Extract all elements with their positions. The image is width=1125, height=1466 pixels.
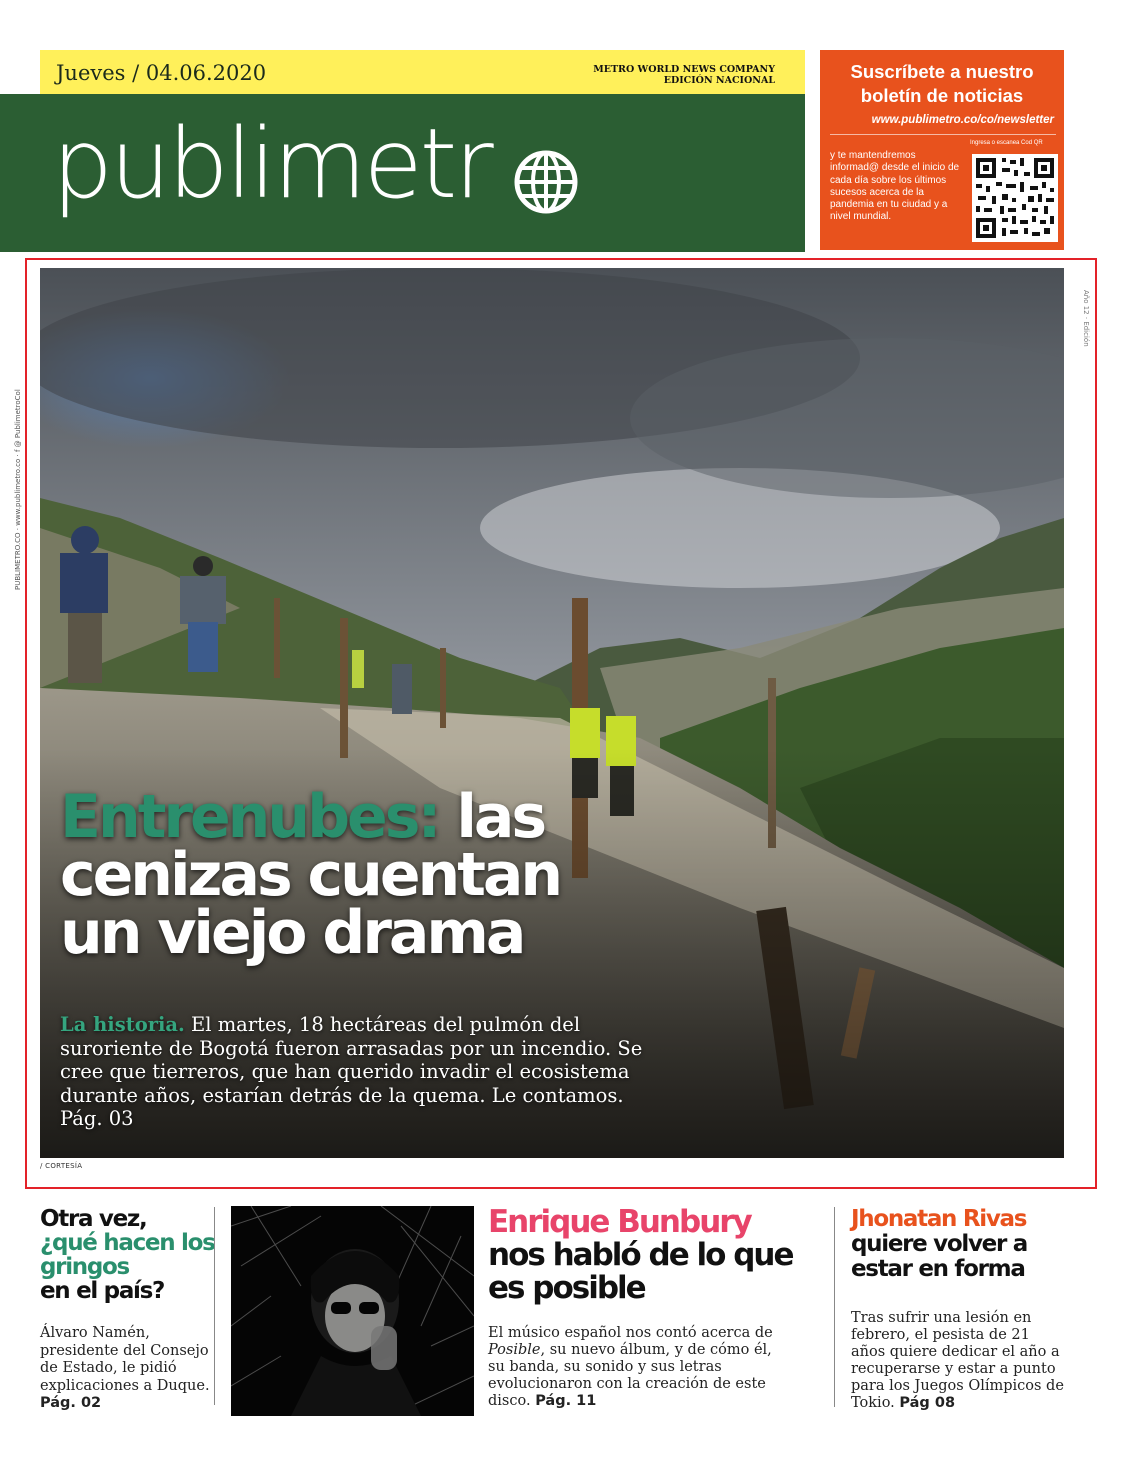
hero-headline[interactable]: Entrenubes: las cenizas cuentan un viejo drama — [60, 782, 561, 968]
story-bunbury[interactable] — [488, 1206, 808, 1410]
globe-icon — [513, 149, 579, 215]
column-divider — [214, 1207, 215, 1405]
date-bar — [40, 50, 805, 94]
qr-hint: Ingresa o escanea Cod QR — [970, 140, 1043, 146]
headline-accent: Entrenubes: — [60, 782, 439, 852]
story-body: Álvaro Namén, presidente del Consejo de Estado, le pidió explicaciones a Duque. Pág. 02 — [40, 1325, 210, 1411]
story-headline[interactable]: Jhonatan Rivas quiere volver a estar en forma — [851, 1206, 1027, 1282]
divider — [830, 134, 1056, 135]
column-divider — [834, 1207, 835, 1407]
story-gringos[interactable] — [40, 1207, 215, 1413]
side-issue-text: Año 12 · Edición — [1082, 290, 1090, 347]
edition-info — [593, 64, 775, 86]
issue-date: Jueves / 04.06.2020 — [56, 61, 267, 85]
photo-credit: / CORTESÍA — [40, 1162, 83, 1170]
newsletter-body: y te mantendremos informad@ desde el inicio de cada día sobre los últimos sucesos acerca de la pandemia en tu ciudad y a nivel mundial. — [830, 150, 960, 223]
story-rivas[interactable] — [851, 1207, 1071, 1412]
portrait-illustration — [231, 1206, 474, 1416]
edition-name: EDICIÓN NACIONAL — [663, 75, 775, 86]
page-ref[interactable]: Pág. 02 — [40, 1395, 102, 1411]
side-social-text: PUBLIMETRO.CO · www.publimetro.co · f @ PublimetroCol — [14, 389, 22, 590]
newsletter-url[interactable]: www.publimetro.co/co/newsletter — [871, 114, 1054, 126]
logo-bar — [0, 94, 805, 252]
hero-deck — [60, 1013, 660, 1131]
newsletter-promo[interactable] — [820, 50, 1064, 250]
deck-label: La historia. — [60, 1013, 185, 1036]
company-name: METRO WORLD NEWS COMPANY — [593, 64, 775, 75]
masthead — [0, 0, 805, 252]
hero-photo[interactable] — [40, 268, 1064, 1158]
deck-text: El martes, 18 hectáreas del pulmón del suroriente de Bogotá fueron arrasadas por un incendio. Se cree que tierreros, que han querido invadir el ecosistema durante años, estarían detrás de la quema. Le contamos. Pág. 03 — [60, 1013, 643, 1130]
story-headline[interactable]: Enrique Bunbury nos habló de lo que es posible — [488, 1204, 793, 1306]
story-body: El músico español nos contó acerca de Posible, su nuevo álbum, y de cómo él, su banda, su sonido y sus letras evolucionaron con la creación de este disco. Pág. 11 — [488, 1325, 773, 1409]
publimetro-logo[interactable]: publimetr — [52, 108, 491, 220]
story-body: Tras sufrir una lesión en febrero, el pesista de 21 años quiere dedicar el año a recuperarse y estar a punto para los Juegos Olímpicos de Tokio. Pág 08 — [851, 1310, 1064, 1411]
bunbury-photo[interactable] — [231, 1206, 474, 1416]
qr-code-icon[interactable] — [972, 154, 1058, 242]
page-ref[interactable]: Pág 08 — [899, 1395, 956, 1411]
story-headline[interactable]: Otra vez, ¿qué hacen los gringos en el país? — [40, 1206, 215, 1304]
page-ref[interactable]: Pág. 11 — [535, 1393, 597, 1409]
newsletter-title: Suscríbete a nuestro boletín de noticias — [850, 61, 1034, 106]
